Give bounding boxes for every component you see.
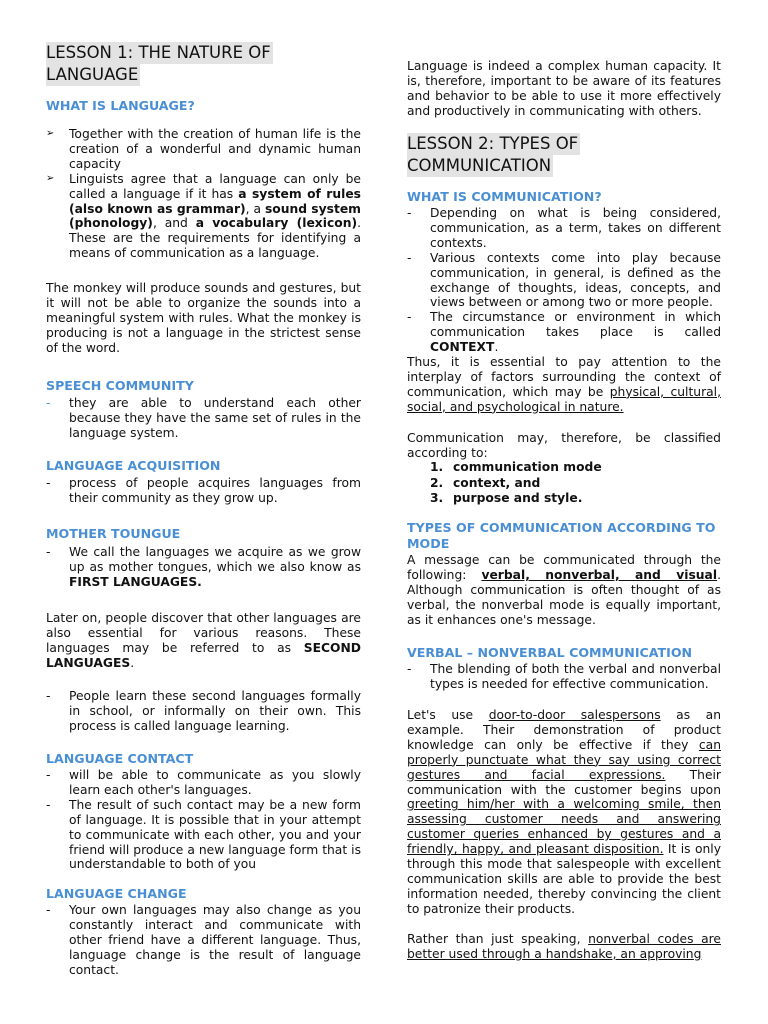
second-languages-paragraph: Later on, people discover that other languages are also essential for various reasons. These languages may be referred to as SECOND LANGUAGES. <box>46 611 361 670</box>
language-acquisition-list <box>46 476 361 506</box>
language-learning-list <box>46 689 361 734</box>
nonverbal-codes-paragraph: Rather than just speaking, nonverbal codes are better used through a handshake, an approving <box>407 932 721 961</box>
language-bullet-1: ➢ Together with the creation of human life is the creation of a wonderful and dynamic human capacity <box>46 127 361 172</box>
lesson2-title-line1: LESSON 2: TYPES OF <box>407 134 579 153</box>
language-change-list <box>46 903 361 978</box>
language-acquisition-item: - process of people acquires languages from their community as they grow up. <box>46 476 361 506</box>
what-is-communication-heading: WHAT IS COMMUNICATION? <box>407 189 602 204</box>
context-paragraph: Thus, it is essential to pay attention to the interplay of factors surrounding the context of communication, which may be physical, cultural, social, and psychological in nature. <box>407 355 721 414</box>
lesson1-title-line2: LANGUAGE <box>46 65 139 84</box>
verbal-nonverbal-item: - The blending of both the verbal and nonverbal types is needed for effective communication. <box>407 662 721 692</box>
language-change-item: - Your own languages may also change as you constantly interact and communicate with other friend have a different language. Thus, language change is the result of language contact. <box>46 903 361 978</box>
communication-item-3: - The circumstance or environment in which communication takes place is called CONTEXT. <box>407 310 721 355</box>
monkey-paragraph: The monkey will produce sounds and gestures, but it will not be able to organize the sounds into a meaningful system with rules. What the monkey is producing is not a language in the strictest sense of the word. <box>46 281 361 355</box>
mother-tongue-list <box>46 545 361 590</box>
types-mode-heading: TYPES OF COMMUNICATION ACCORDING TO MODE <box>407 520 716 551</box>
language-contact-list <box>46 768 361 872</box>
intro-paragraph: Language is indeed a complex human capacity. It is, therefore, important to be aware of its features and behavior to be able to use it more effectively and productively in communicating with others. <box>407 59 721 118</box>
salespersons-paragraph: Let's use door-to-door salespersons as an example. Their demonstration of product knowledge can only be effective if they can properly punctuate what they say using correct gestures and facial expressions. Their communication with the customer begins upon greeting him/her with a welcoming smile, then assessing customer needs and answering customer queries enhanced by gestures and a friendly, happy, and pleasant disposition. It is only through this mode that salespeople with excellent communication skills are able to provide the best information needed, thereby convincing the client to patronize their products. <box>407 708 721 916</box>
communication-item-2: - Various contexts come into play because communication, in general, is defined as the exchange of thoughts, ideas, concepts, and views between or among two or more people. <box>407 251 721 311</box>
what-is-language-heading: WHAT IS LANGUAGE? <box>46 98 195 113</box>
mother-tongue-heading: MOTHER TOUNGUE <box>46 526 181 541</box>
classified-paragraph: Communication may, therefore, be classified according to: <box>407 431 721 460</box>
communication-list <box>407 206 721 355</box>
classification-item-1: 1. communication mode <box>430 460 602 474</box>
speech-community-list <box>46 396 361 441</box>
language-learning-item: - People learn these second languages formally in school, or informally on their own. This process is called language learning. <box>46 689 361 734</box>
language-contact-item-2: - The result of such contact may be a new form of language. It is possible that in your attempt to communicate with each other, you and your friend will produce a new language form that is understandable to both of you <box>46 798 361 873</box>
language-change-heading: LANGUAGE CHANGE <box>46 886 187 901</box>
communication-item-1: - Depending on what is being considered, communication, as a term, takes on different contexts. <box>407 206 721 251</box>
language-acquisition-heading: LANGUAGE ACQUISITION <box>46 458 221 473</box>
message-paragraph: A message can be communicated through the following: verbal, nonverbal, and visual. Although communication is often thought of as verbal, the nonverbal mode is equally important, as it enhances one's message. <box>407 553 721 627</box>
classification-item-3: 3. purpose and style. <box>430 491 583 506</box>
verbal-nonverbal-heading: VERBAL – NONVERBAL COMMUNICATION <box>407 645 693 660</box>
classification-list <box>407 460 730 507</box>
mother-tongue-item: - We call the languages we acquire as we grow up as mother tongues, which we also know as FIRST LANGUAGES. <box>46 545 361 590</box>
classification-item-2: 2. context, and <box>430 475 541 490</box>
language-bullets <box>46 127 361 261</box>
speech-community-heading: SPEECH COMMUNITY <box>46 378 194 393</box>
language-bullet-2: ➢ Linguists agree that a language can only be called a language if it has a system of rules (also known as grammar), a sound system (phonology), and a vocabulary (lexicon). These are the requirements for identifying a means of communication as a language. <box>46 172 361 261</box>
language-contact-item-1: - will be able to communicate as you slowly learn each other's languages. <box>46 768 361 798</box>
language-contact-heading: LANGUAGE CONTACT <box>46 751 194 766</box>
lesson2-title <box>407 133 580 177</box>
lesson2-title-line2: COMMUNICATION <box>407 156 552 175</box>
speech-community-item: - they are able to understand each other because they have the same set of rules in the language system. <box>46 396 361 441</box>
lesson1-title-line1: LESSON 1: THE NATURE OF <box>46 43 271 62</box>
verbal-nonverbal-list <box>407 662 721 692</box>
lesson1-title <box>46 42 273 86</box>
